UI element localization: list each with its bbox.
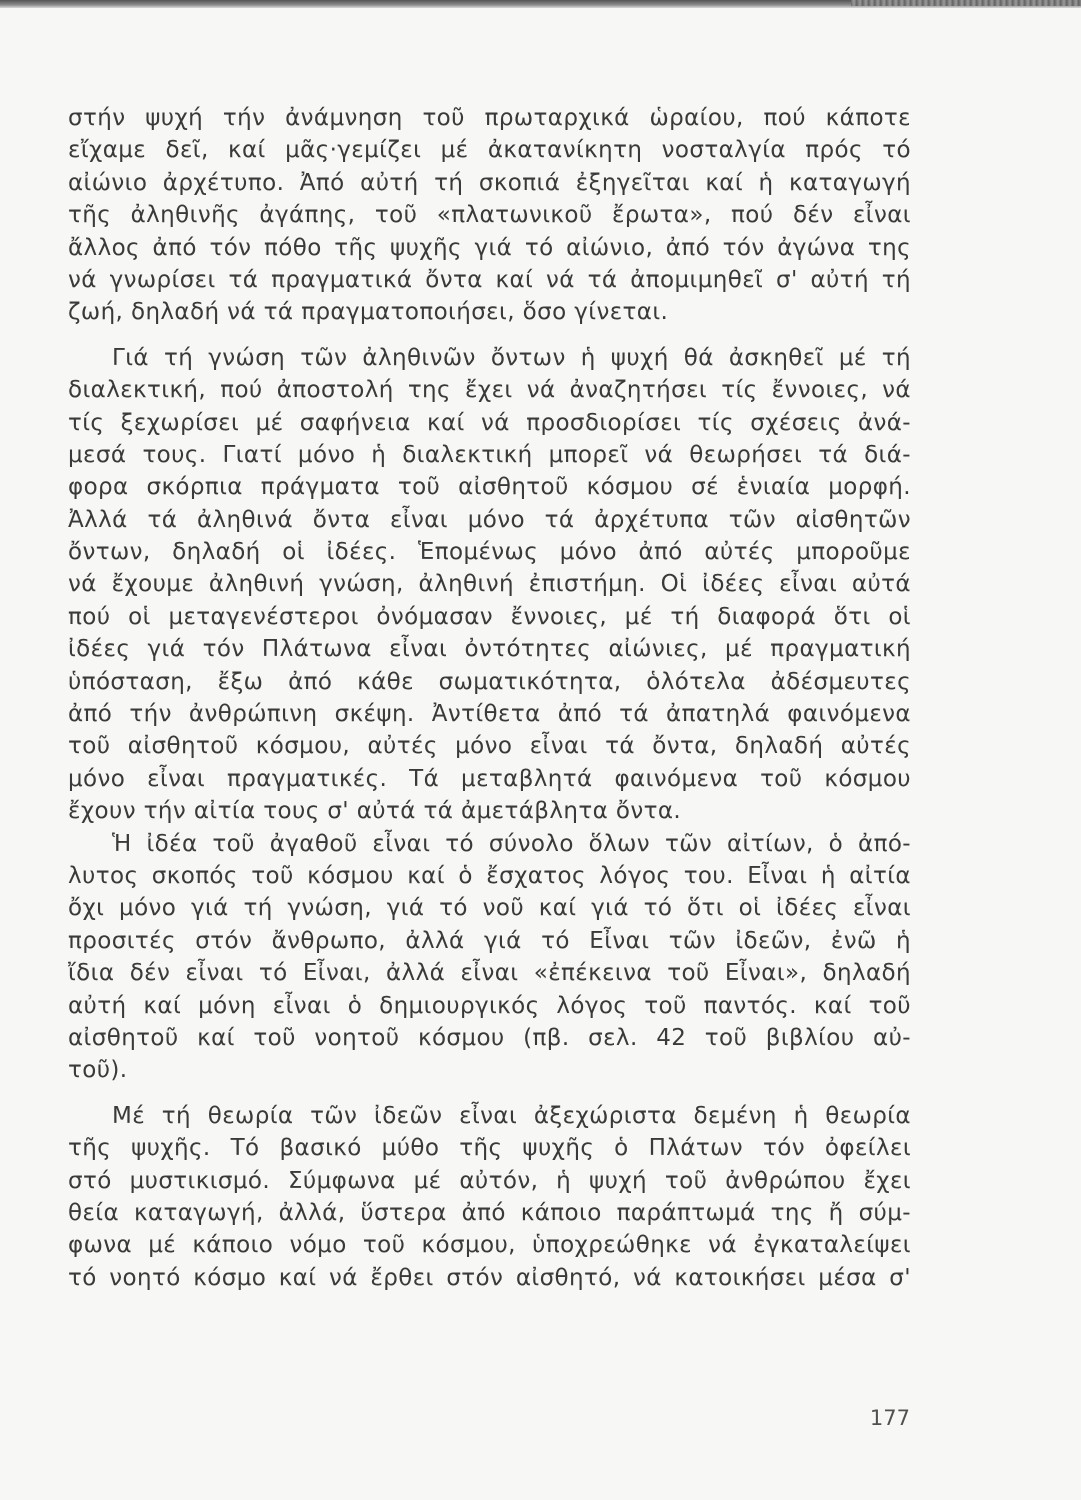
text-line: προσιτές στόν ἄνθρωπο, ἀλλά γιά τό Εἶναι τῶν ἰδεῶν, ἐνῶ ἡ: [68, 927, 911, 954]
text-line: διαλεκτική, πού ἀποστολή της ἔχει νά ἀναζητήσει τίς ἔννοιες, νά: [68, 377, 911, 404]
paragraph: [68, 828, 911, 1087]
text-line: φορα σκόρπια πράγματα τοῦ αἰσθητοῦ κόσμου σέ ἑνιαία μορφή.: [68, 474, 911, 501]
text-line: στήν ψυχή τήν ἀνάμνηση τοῦ πρωταρχικά ὡραίου, πού κάποτε: [68, 105, 911, 131]
paragraph: [68, 102, 911, 329]
text-line: νά γνωρίσει τά πραγματικά ὄντα καί νά τά ἀπομιμηθεῖ σ' αὐτή τή: [68, 266, 911, 293]
text-line: ἔχουν τήν αἰτία τους σ' αὐτά τά ἀμετάβλητα ὄντα.: [68, 798, 682, 825]
text-line: μόνο εἶναι πραγματικές. Τά μεταβλητά φαινόμενα τοῦ κόσμου: [68, 765, 911, 792]
text-line: τό νοητό κόσμο καί νά ἔρθει στόν αἰσθητό, νά κατοικήσει μέσα σ': [68, 1264, 911, 1291]
text-line: τῆς ἀληθινῆς ἀγάπης, τοῦ «πλατωνικοῦ ἔρωτα», πού δέν εἶναι: [68, 202, 911, 229]
text-line: τῆς ψυχῆς. Τό βασικό μύθο τῆς ψυχῆς ὁ Πλάτων τόν ὀφείλει: [68, 1135, 911, 1162]
text-line: στό μυστικισμό. Σύμφωνα μέ αὐτόν, ἡ ψυχή τοῦ ἀνθρώπου ἔχει: [68, 1167, 911, 1194]
text-line: αὐτή καί μόνη εἶναι ὁ δημιουργικός λόγος τοῦ παντός. καί τοῦ: [68, 992, 911, 1019]
text-line: ἄλλος ἀπό τόν πόθο τῆς ψυχῆς γιά τό αἰώνιο, ἀπό τόν ἀγώνα της: [68, 234, 911, 261]
text-line: ὑπόσταση, ἔξω ἀπό κάθε σωματικότητα, ὁλότελα ἀδέσμευτες: [68, 668, 911, 695]
paragraph: [68, 1100, 911, 1294]
text-line: λυτος σκοπός τοῦ κόσμου καί ὁ ἔσχατος λόγος του. Εἶναι ἡ αἰτία: [68, 862, 911, 889]
text-line: ζωή, δηλαδή νά τά πραγματοποιήσει, ὅσο γίνεται.: [68, 299, 669, 326]
text-line: τοῦ).: [68, 1057, 128, 1084]
text-line: θεία καταγωγή, ἀλλά, ὕστερα ἀπό κάποιο παράπτωμά της ἤ σύμ-: [68, 1199, 911, 1226]
text-line: τοῦ αἰσθητοῦ κόσμου, αὐτές μόνο εἶναι τά ὄντα, δηλαδή αὐτές: [68, 733, 911, 760]
text-line: ἴδια δέν εἶναι τό Εἶναι, ἀλλά εἶναι «ἐπέκεινα τοῦ Εἶναι», δηλαδή: [68, 960, 911, 987]
text-line: νά ἔχουμε ἀληθινή γνώση, ἀληθινή ἐπιστήμη. Οἱ ἰδέες εἶναι αὐτά: [68, 571, 911, 598]
scan-edge-artifact: [851, 0, 1081, 6]
text-line: Γιά τή γνώση τῶν ἀληθινῶν ὄντων ἡ ψυχή θά ἀσκηθεῖ μέ τή: [112, 344, 911, 371]
text-line: αἰσθητοῦ καί τοῦ νοητοῦ κόσμου (πβ. σελ. 42 τοῦ βιβλίου αὐ-: [68, 1024, 911, 1051]
text-line: φωνα μέ κάποιο νόμο τοῦ κόσμου, ὑποχρεώθηκε νά ἐγκαταλείψει: [68, 1232, 911, 1259]
text-line: ἀπό τήν ἀνθρώπινη σκέψη. Ἀντίθετα ἀπό τά ἀπατηλά φαινόμενα: [68, 701, 911, 728]
text-line: Μέ τή θεωρία τῶν ἰδεῶν εἶναι ἀξεχώριστα δεμένη ἡ θεωρία: [112, 1102, 911, 1129]
page-number: 177: [869, 1406, 910, 1430]
text-line: πού οἱ μεταγενέστεροι ὀνόμασαν ἔννοιες, μέ τή διαφορά ὅτι οἱ: [68, 603, 911, 630]
text-line: τίς ξεχωρίσει μέ σαφήνεια καί νά προσδιορίσει τίς σχέσεις ἀνά-: [68, 409, 911, 436]
paragraph-gap: [68, 329, 911, 342]
text-line: Ἡ ἰδέα τοῦ ἀγαθοῦ εἶναι τό σύνολο ὅλων τῶν αἰτίων, ὁ ἀπό-: [112, 830, 911, 857]
paragraph-gap: [68, 1087, 911, 1100]
page-body: [68, 102, 911, 1294]
text-line: ὄντων, δηλαδή οἱ ἰδέες. Ἑπομένως μόνο ἀπό αὐτές μποροῦμε: [68, 539, 911, 566]
paragraph: [68, 342, 911, 828]
text-line: εἴχαμε δεῖ, καί μᾶς·γεμίζει μέ ἀκατανίκητη νοσταλγία πρός τό: [68, 137, 911, 164]
text-line: μεσά τους. Γιατί μόνο ἡ διαλεκτική μπορεῖ νά θεωρήσει τά διά-: [68, 441, 911, 468]
text-line: Ἀλλά τά ἀληθινά ὄντα εἶναι μόνο τά ἀρχέτυπα τῶν αἰσθητῶν: [68, 506, 911, 533]
text-line: ἰδέες γιά τόν Πλάτωνα εἶναι ὀντότητες αἰώνιες, μέ πραγματική: [68, 636, 911, 663]
text-line: αἰώνιο ἀρχέτυπο. Ἀπό αὐτή τή σκοπιά ἐξηγεῖται καί ἡ καταγωγή: [68, 169, 911, 196]
text-line: ὄχι μόνο γιά τή γνώση, γιά τό νοῦ καί γιά τό ὅτι οἱ ἰδέες εἶναι: [68, 895, 911, 922]
